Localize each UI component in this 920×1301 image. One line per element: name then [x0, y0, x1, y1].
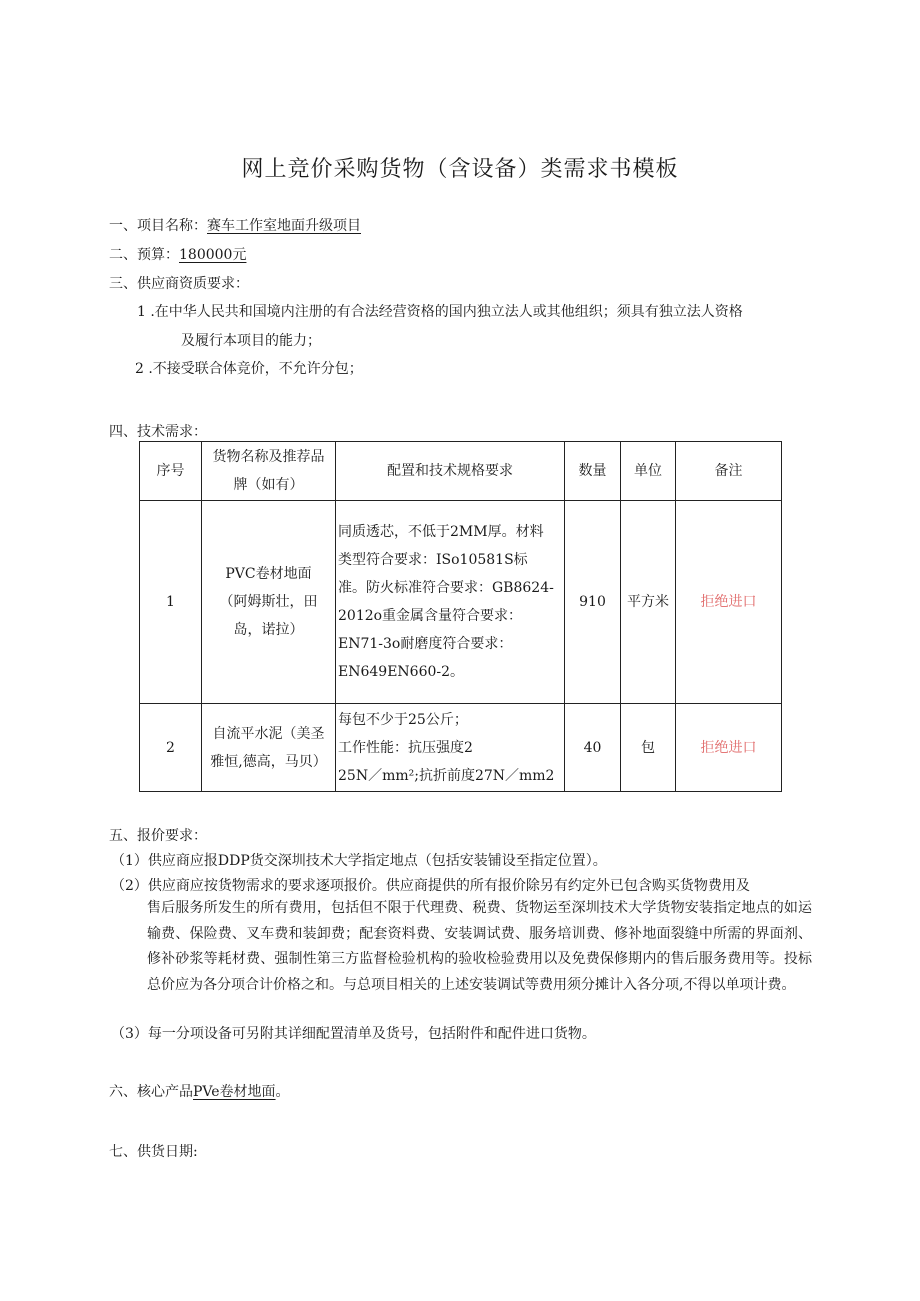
row-name-line: 雅恒,德高，马贝）: [210, 753, 327, 770]
page-title: 网上竞价采购货物（含设备）类需求书模板: [241, 157, 679, 182]
project-name-value: 赛车工作室地面升级项目: [207, 218, 361, 234]
row-name-line: （阿姆斯壮，田: [219, 594, 318, 610]
budget-value: 180000元: [179, 247, 247, 263]
row-name-line: PVC卷材地面: [225, 566, 312, 582]
quotation-heading: 五、报价要求：: [109, 828, 207, 844]
qualification-item-1-line-1: 1 .在中华人民共和国境内注册的有合法经营资格的国内独立法人或其他组织；须具有独立法人资格: [137, 304, 743, 320]
header-unit: 单位: [621, 442, 676, 501]
row-unit: 平方米: [621, 501, 676, 704]
quotation-item-2-body: 售后服务所发生的所有费用，包括但不限于代理费、税费、货物运至深圳技术大学货物安装指定地点的如运输费、保险费、叉车费和装卸费；配套资料费、安装调试费、服务培训费、修补地面裂缝中所需的界面剂、修补砂浆等耗材费、强制性第三方监督检验机构的验收检验费用以及免费保修期内的售后服务费用等。投标总价应为各分项合计价格之和。与总项目相关的上述安装调试等费用须分摊计入各分项,不得以单项计费。: [147, 900, 812, 993]
header-no: 序号: [140, 442, 202, 501]
row-spec-line: 2012o重金属含量符合要求：: [338, 608, 523, 624]
row-qty: 40: [565, 704, 621, 792]
quotation-item-1: （1）供应商应报DDP货交深圳技术大学指定地点（包括安装铺设至指定位置）。: [111, 853, 607, 869]
project-name-label: 一、项目名称：: [109, 218, 207, 234]
row-name: [202, 704, 336, 792]
header-spec: 配置和技术规格要求: [336, 442, 565, 501]
row-spec-line: 25N／mm²;抗折前度27N／mm2: [338, 767, 555, 784]
row-name: [202, 501, 336, 704]
tech-requirements-heading: 四、技术需求：: [109, 424, 207, 440]
core-product-suffix: 。: [275, 1084, 290, 1100]
budget-line: [109, 245, 246, 265]
core-product-label: 六、核心产品: [109, 1084, 193, 1100]
header-name-line: 货物名称及推荐品: [212, 449, 325, 465]
row-spec-line: EN71-3o耐磨度符合要求：: [338, 636, 513, 652]
header-qty: 数量: [565, 442, 621, 501]
row-spec-line: 准。防火标准符合要求：GB8624-: [338, 580, 554, 596]
header-name-line: 牌（如有）: [233, 477, 304, 493]
header-name: [202, 442, 336, 501]
row-note: 拒绝进口: [676, 704, 782, 792]
table-header-row: [140, 442, 782, 501]
quotation-item-2-first-line: （2）供应商应按货物需求的要求逐项报价。供应商提供的所有报价除另有约定外已包含购买货物费用及: [111, 878, 750, 894]
delivery-date-heading: 七、供货日期:: [109, 1144, 198, 1160]
row-spec-line: 类型符合要求：ISo10581S标: [338, 552, 528, 568]
table-row: [140, 704, 782, 792]
qualification-heading: 三、供应商资质要求：: [109, 276, 249, 292]
row-qty: 910: [565, 501, 621, 704]
row-no: 1: [140, 501, 202, 704]
qualification-item-1-line-2: 及履行本项目的能力；: [181, 333, 321, 349]
table-row: [140, 501, 782, 704]
row-spec: [336, 501, 565, 704]
row-spec-line: 同质透芯，不低于2MM厚。材料: [338, 524, 544, 540]
row-unit: 包: [621, 704, 676, 792]
row-no: 2: [140, 704, 202, 792]
project-name-line: [109, 216, 361, 236]
row-name-line: 自流平水泥（美圣: [212, 725, 325, 742]
core-product-line: [109, 1082, 290, 1102]
qualification-item-2: 2 .不接受联合体竞价，不允许分包；: [135, 361, 363, 377]
requirements-table: [139, 441, 782, 792]
header-note: 备注: [676, 442, 782, 501]
row-spec-line: 每包不少于25公斤；: [338, 711, 468, 728]
core-product-value: PVe卷材地面: [193, 1084, 276, 1100]
row-note: 拒绝进口: [676, 501, 782, 704]
row-name-line: 岛，诺拉）: [233, 622, 304, 638]
budget-label: 二、预算：: [109, 247, 179, 263]
row-spec-line: 工作性能：抗压强度2: [338, 739, 473, 756]
quotation-item-3: （3）每一分项设备可另附其详细配置清单及货号，包括附件和配件进口货物。: [111, 1026, 596, 1042]
row-spec: [336, 704, 565, 792]
row-spec-line: EN649EN660-2。: [338, 664, 465, 680]
